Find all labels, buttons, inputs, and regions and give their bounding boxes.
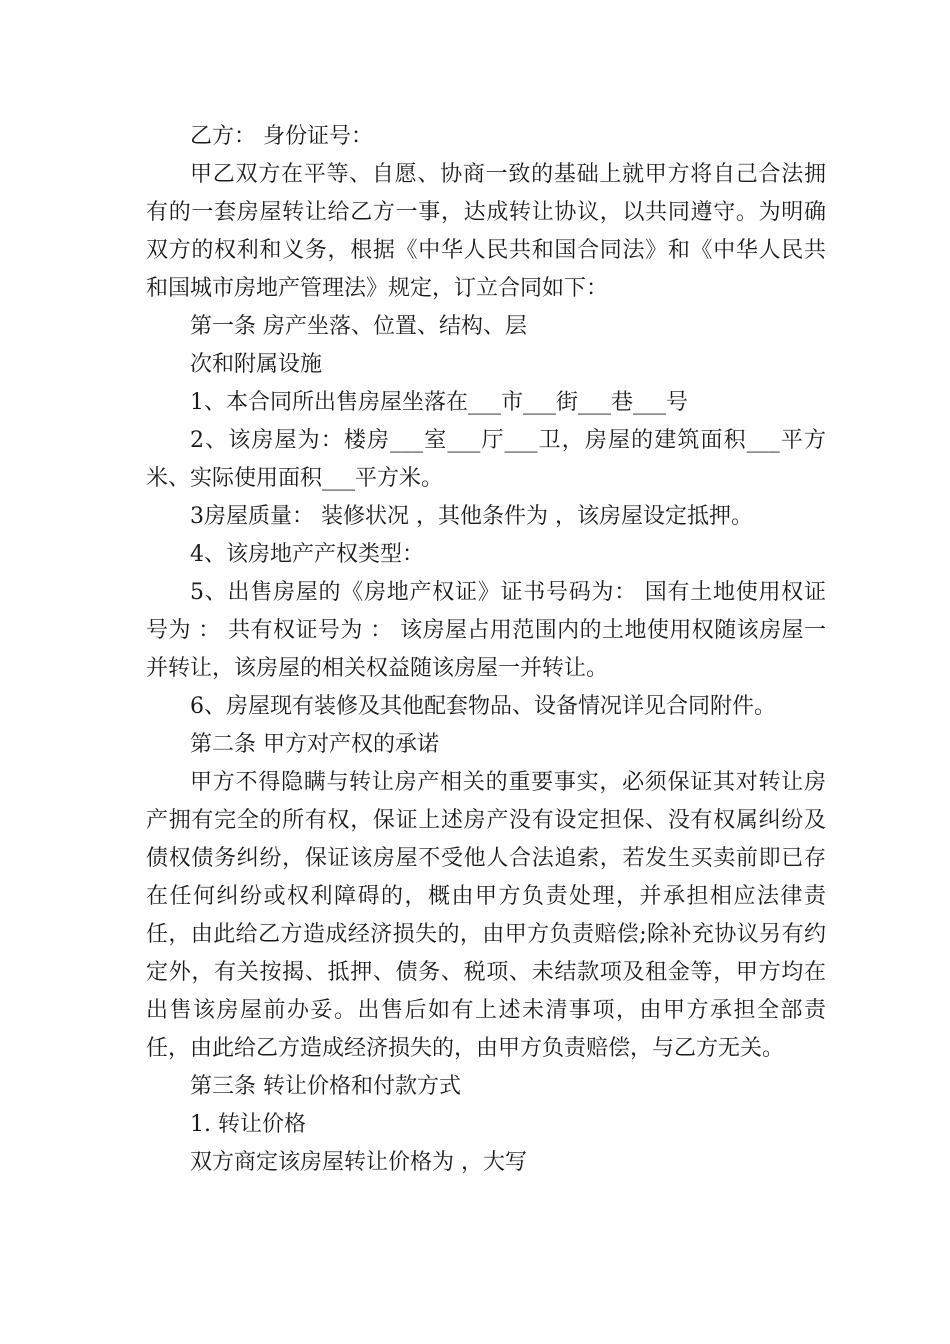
article-1-item-1: 1、本合同所出售房屋坐落在___市___街___巷___号 (190, 390, 688, 415)
document-body (146, 118, 826, 1182)
article-1-item-5: 5、出售房屋的《房地产权证》证书号码为： 国有土地使用权证号为 ： 共有权证号为 ： 该房屋占用范围内的土地使用权随该房屋一并转让，该房屋的相关权益随该房屋一并转让。 (146, 580, 826, 681)
article-1-item-3: 3房屋质量： 装修状况 ，其他条件为 ，该房屋设定抵押。 (190, 504, 753, 529)
article-2-body: 甲方不得隐瞒与转让房产相关的重要事实，必须保证其对转让房产拥有完全的所有权，保证上述房产没有设定担保、没有权属纠纷及债权债务纠纷，保证该房屋不受他人合法追索，若发生买卖前即已存在任何纠纷或权利障碍的，概由甲方负责处理，并承担相应法律责任，由此给乙方造成经济损失的，由甲方负责赔偿;除补充协议另有约定外，有关按揭、抵押、债务、税项、未结款项及租金等，甲方均在出售该房屋前办妥。出售后如有上述未清事项，由甲方承担全部责任，由此给乙方造成经济损失的，由甲方负责赔偿，与乙方无关。 (146, 770, 826, 1061)
article-1-heading-part2: 次和附属设施 (190, 352, 323, 377)
article-1-item-2: 2、该房屋为：楼房___室___厅___卫，房屋的建筑面积___平方米、实际使用面积___平方米。 (146, 428, 826, 491)
article-3-item-1-heading: 1. 转让价格 (190, 1112, 306, 1137)
paragraph-party-b-id: 乙方： 身份证号： (190, 124, 373, 149)
article-1-item-6: 6、房屋现有装修及其他配套物品、设备情况详见合同附件。 (190, 694, 776, 719)
article-2-heading: 第二条 甲方对产权的承诺 (190, 732, 439, 757)
article-1-item-4: 4、该房地产产权类型： (190, 542, 424, 567)
article-1-heading-part1: 第一条 房产坐落、位置、结构、层 (190, 314, 527, 339)
paragraph-preamble: 甲乙双方在平等、自愿、协商一致的基础上就甲方将自己合法拥有的一套房屋转让给乙方一事，达成转让协议，以共同遵守。为明确双方的权利和义务，根据《中华人民共和国合同法》和《中华人民共和国城市房地产管理法》规定，订立合同如下： (146, 162, 826, 301)
article-3-heading: 第三条 转让价格和付款方式 (190, 1074, 461, 1099)
article-3-item-1-body: 双方商定该房屋转让价格为 ，大写 (190, 1150, 527, 1175)
